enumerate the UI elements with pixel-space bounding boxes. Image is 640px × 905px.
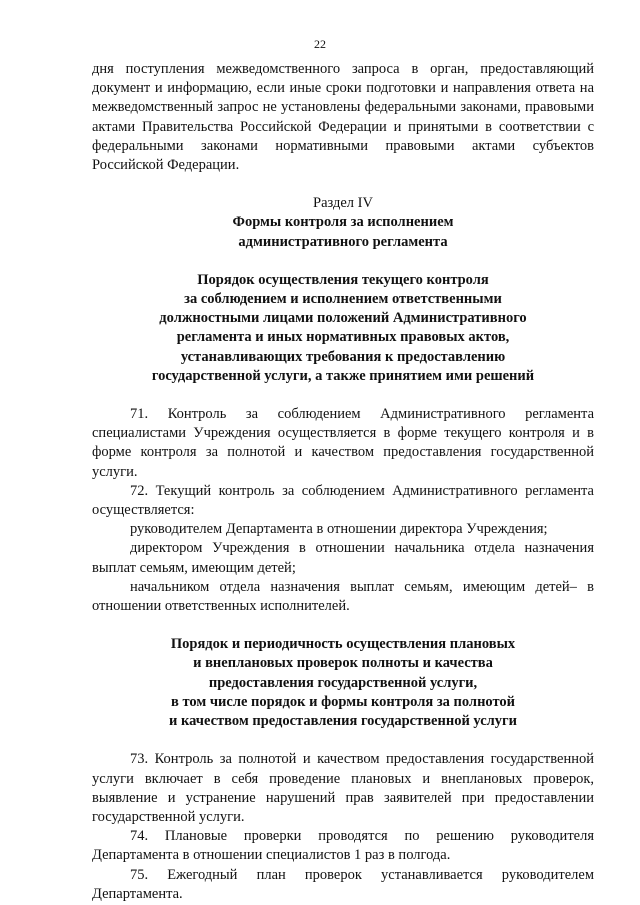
paragraph-74: 74. Плановые проверки проводятся по решению руководителя Департамента в отношении специалистов 1 раз в полгода. <box>92 828 594 864</box>
subsection-title-line: государственной услуги, а также принятием ими решений <box>151 367 535 384</box>
subsection-title <box>92 635 594 731</box>
paragraph-73: 73. Контроль за полнотой и качеством предоставления государственной услуги включает в себя проведение плановых и внеплановых проверок, выявление и устранение нарушений прав заявителей при предоставлении государственной услуги. <box>92 751 594 825</box>
subsection-title-line: Порядок и периодичность осуществления плановых <box>170 636 516 653</box>
subsection-title-line: и качеством предоставления государственной услуги <box>169 713 517 730</box>
section-title-line: Формы контроля за исполнением <box>232 214 454 231</box>
section-label: Раздел IV <box>313 195 373 212</box>
paragraph-72-item: руководителем Департамента в отношении директора Учреждения; <box>130 521 548 538</box>
subsection-title-line: регламента и иных нормативных правовых актов, <box>176 329 510 346</box>
paragraph-72: 72. Текущий контроль за соблюдением Административного регламента осуществляется: <box>92 482 594 519</box>
subsection-title-line: Порядок осуществления текущего контроля <box>197 271 489 288</box>
subsection-title-line: в том числе порядок и формы контроля за полнотой <box>170 693 516 710</box>
page-number: 22 <box>314 37 326 51</box>
paragraph-71: 71. Контроль за соблюдением Административного регламента специалистами Учреждения осуществляется в форме текущего контроля и в форме контроля за полнотой и качеством предоставления государственной услуги. <box>92 406 594 480</box>
paragraph-75: 75. Ежегодный план проверок устанавливается руководителем Департамента. <box>92 866 594 902</box>
subsection-title-line: за соблюдением и исполнением ответственными <box>184 291 502 308</box>
subsection-title-line: предоставления государственной услуги, <box>208 674 478 691</box>
paragraph-72-item: начальником отдела назначения выплат семьям, имеющим детей– в отношении ответственных исполнителей. <box>92 578 594 615</box>
document-body <box>92 60 594 904</box>
section-title-line: административного регламента <box>238 233 448 250</box>
subsection-title-line: должностными лицами положений Административного <box>159 310 527 327</box>
subsection-title-line: устанавливающих требования к предоставлению <box>180 348 506 365</box>
subsection-title-line: и внеплановых проверок полноты и качества <box>193 655 493 672</box>
paragraph-72-item: директором Учреждения в отношении начальника отдела назначения выплат семьям, имеющим детей; <box>92 540 594 576</box>
paragraph-continuation: дня поступления межведомственного запроса в орган, предоставляющий документ и информацию, если иные сроки подготовки и направления ответа на межведомственный запрос не установлены федеральными законами, правовыми актами Правительства Российской Федерации и принятыми в соответствии с федеральными законами нормативными правовыми актами субъектов Российской Федерации. <box>92 61 594 174</box>
subsection-title <box>92 271 594 386</box>
